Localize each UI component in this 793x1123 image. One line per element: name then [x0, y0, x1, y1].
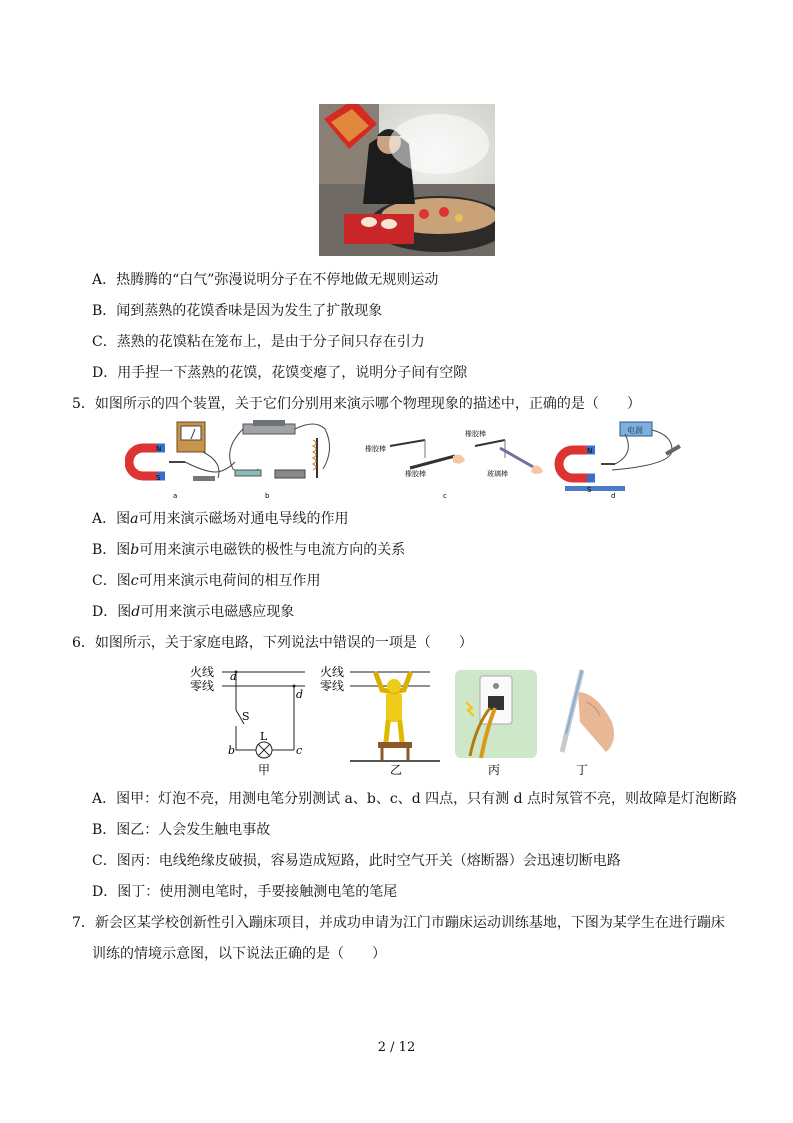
fig-jia-label-a: a — [230, 670, 237, 683]
q6-stem: 6．如图所示，关于家庭电路，下列说法中错误的一项是（ ） — [72, 635, 473, 651]
q5-figure — [125, 418, 690, 503]
fig-jia-label-live: 火线 — [190, 665, 215, 679]
fig-jia-label-c: c — [296, 744, 303, 757]
q6-option-d: D．图丁：使用测电笔时，手要接触测电笔的笔尾 — [92, 884, 398, 900]
fig-d-apparatus — [559, 422, 681, 491]
fig-b-apparatus — [230, 420, 330, 478]
fig-c-label-rod3: 橡胶棒 — [465, 430, 486, 438]
q5-option-b: B．图b可用来演示电磁铁的极性与电流方向的关系 — [92, 542, 406, 558]
q5-option-d: D．图d可用来演示电磁感应现象 — [92, 604, 295, 620]
page-number: 2 / 12 — [377, 1040, 416, 1055]
q7-stem-line1: 7．新会区某学校创新性引入蹦床项目，并成功申请为江门市蹦床运动训练基地，下图为某学生在进行蹦床 — [72, 915, 725, 931]
q4-option-d: D．用手捏一下蒸熟的花馍，花馍变瘪了，说明分子间有空隙 — [92, 365, 468, 381]
steamed-bun-photo — [319, 104, 495, 256]
fig-a-apparatus — [129, 422, 235, 481]
q5-option-c: C．图c可用来演示电荷间的相互作用 — [92, 573, 321, 589]
fig-jia-label-neutral: 零线 — [190, 679, 215, 693]
fig-c-label-rod4: 玻璃棒 — [487, 470, 508, 478]
fig-d-label-power: 电源 — [627, 426, 643, 435]
fig-jia-label-b: b — [228, 744, 236, 757]
fig-d-label-n: N — [587, 447, 593, 455]
q4-option-c: C．蒸熟的花馍粘在笼布上，是由于分子间只存在引力 — [92, 334, 425, 350]
fig-a-label-s: S — [156, 474, 161, 482]
q5-stem: 5．如图所示的四个装置，关于它们分别用来演示哪个物理现象的描述中，正确的是（ ） — [72, 396, 641, 412]
fig-ding-testpen — [562, 670, 614, 752]
q6-option-b: B．图乙：人会发生触电事故 — [92, 822, 271, 838]
fig-jia-caption: 甲 — [258, 763, 271, 777]
fig-a-caption: a — [173, 492, 178, 500]
fig-b-caption: b — [265, 492, 270, 500]
fig-c-label-rod2: 橡胶棒 — [405, 470, 426, 478]
q4-option-a: A．热腾腾的“白气”弥漫说明分子在不停地做无规则运动 — [92, 272, 439, 288]
q6-option-a: A．图甲：灯泡不亮，用测电笔分别测试 a、b、c、d 四点，只有测 d 点时氖管不亮，则故障是灯泡断路 — [92, 791, 737, 807]
q5-option-a: A．图a可用来演示磁场对通电导线的作用 — [92, 511, 349, 527]
fig-d-caption: d — [611, 492, 616, 500]
fig-yi-person — [350, 672, 440, 761]
fig-bing-caption: 丙 — [488, 763, 501, 777]
fig-yi-label-neutral: 零线 — [320, 679, 345, 693]
q6-figure — [190, 662, 630, 780]
fig-d-label-s: S — [587, 486, 592, 494]
fig-c-label-rod1: 橡胶棒 — [365, 445, 386, 453]
fig-yi-label-live: 火线 — [320, 665, 345, 679]
fig-yi-caption: 乙 — [390, 763, 403, 777]
fig-jia-label-d: d — [296, 688, 304, 701]
fig-jia-label-l: L — [260, 730, 268, 743]
fig-c-caption: c — [443, 492, 447, 500]
fig-a-label-n: N — [156, 445, 162, 453]
q7-stem-line2: 训练的情境示意图，以下说法正确的是（ ） — [92, 946, 386, 962]
q6-option-c: C．图丙：电线绝缘皮破损，容易造成短路，此时空气开关（熔断器）会迅速切断电路 — [92, 853, 621, 869]
fig-c-apparatus — [390, 440, 543, 474]
fig-bing-socket — [455, 670, 537, 758]
fig-jia-label-s: S — [242, 710, 250, 723]
fig-ding-caption: 丁 — [576, 763, 589, 777]
q4-option-b: B．闻到蒸熟的花馍香味是因为发生了扩散现象 — [92, 303, 383, 319]
